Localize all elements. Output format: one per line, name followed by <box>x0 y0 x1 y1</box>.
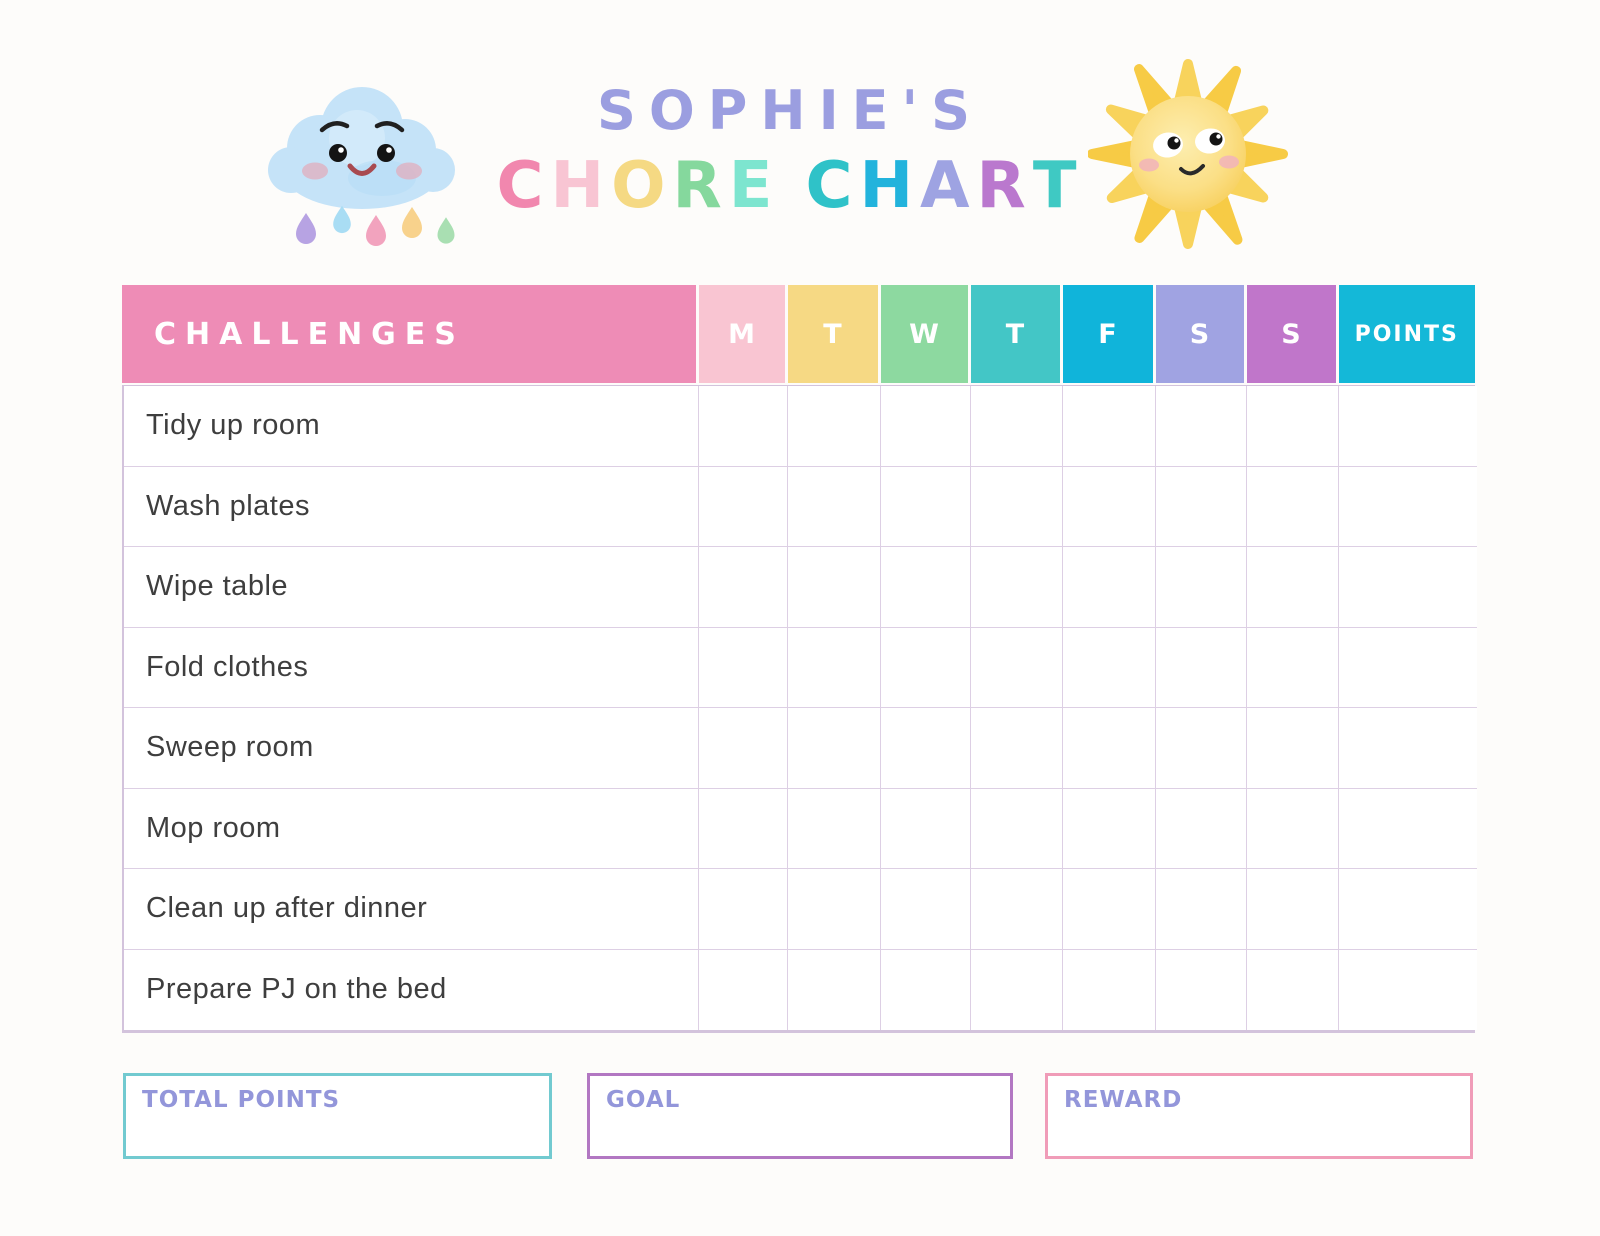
day-mark-cell[interactable] <box>788 628 881 709</box>
day-mark-cell[interactable] <box>971 869 1063 950</box>
day-mark-cell[interactable] <box>881 547 971 628</box>
day-mark-cell[interactable] <box>1247 547 1339 628</box>
day-mark-cell[interactable] <box>699 467 788 548</box>
day-mark-cell[interactable] <box>788 789 881 870</box>
points-cell[interactable] <box>1339 789 1477 870</box>
day-mark-cell[interactable] <box>971 547 1063 628</box>
box-value[interactable] <box>142 1120 539 1152</box>
day-mark-cell[interactable] <box>699 386 788 467</box>
day-mark-cell[interactable] <box>971 386 1063 467</box>
page-title-chore-chart <box>470 149 1110 223</box>
day-header: F <box>1063 285 1153 383</box>
day-mark-cell[interactable] <box>699 547 788 628</box>
raindrop <box>296 213 316 244</box>
reward-box <box>1045 1073 1473 1159</box>
title-letter: R <box>672 149 729 223</box>
day-header: M <box>699 285 785 383</box>
box-label: REWARD <box>1064 1087 1183 1113</box>
day-mark-cell[interactable] <box>971 950 1063 1031</box>
day-mark-cell[interactable] <box>788 869 881 950</box>
day-mark-cell[interactable] <box>1247 628 1339 709</box>
day-mark-cell[interactable] <box>1156 628 1247 709</box>
title-letter: C <box>805 149 860 223</box>
day-mark-cell[interactable] <box>1156 547 1247 628</box>
day-mark-cell[interactable] <box>1247 950 1339 1031</box>
title-letter: E <box>728 149 780 223</box>
day-mark-cell[interactable] <box>1063 950 1156 1031</box>
day-mark-cell[interactable] <box>1156 869 1247 950</box>
day-mark-cell[interactable] <box>1063 869 1156 950</box>
cloud-svg <box>262 68 462 258</box>
box-value[interactable] <box>606 1120 1000 1152</box>
table-body <box>122 385 1475 1033</box>
challenges-header: CHALLENGES <box>122 285 696 383</box>
day-mark-cell[interactable] <box>788 547 881 628</box>
day-mark-cell[interactable] <box>1063 789 1156 870</box>
day-header: W <box>881 285 968 383</box>
chore-label: Prepare PJ on the bed <box>124 950 699 1031</box>
day-header: S <box>1247 285 1336 383</box>
day-mark-cell[interactable] <box>1063 708 1156 789</box>
day-mark-cell[interactable] <box>1156 467 1247 548</box>
box-label: GOAL <box>606 1087 681 1113</box>
title-letter: C <box>496 149 551 223</box>
chore-label: Wash plates <box>124 467 699 548</box>
day-mark-cell[interactable] <box>699 869 788 950</box>
sun-ray <box>1242 145 1283 162</box>
points-header: POINTS <box>1339 285 1476 383</box>
points-cell[interactable] <box>1339 950 1477 1031</box>
day-mark-cell[interactable] <box>1247 789 1339 870</box>
day-mark-cell[interactable] <box>1063 467 1156 548</box>
day-mark-cell[interactable] <box>1156 386 1247 467</box>
sun-body <box>1130 96 1246 212</box>
points-cell[interactable] <box>1339 547 1477 628</box>
points-cell[interactable] <box>1339 386 1477 467</box>
day-mark-cell[interactable] <box>1156 708 1247 789</box>
day-mark-cell[interactable] <box>881 869 971 950</box>
chore-label: Fold clothes <box>124 628 699 709</box>
title-letter: T <box>1032 149 1084 223</box>
day-mark-cell[interactable] <box>1247 869 1339 950</box>
day-mark-cell[interactable] <box>1247 386 1339 467</box>
points-cell[interactable] <box>1339 869 1477 950</box>
day-mark-cell[interactable] <box>971 789 1063 870</box>
day-mark-cell[interactable] <box>881 789 971 870</box>
day-header: T <box>788 285 878 383</box>
chore-label: Tidy up room <box>124 386 699 467</box>
title-letter: H <box>859 149 920 223</box>
points-cell[interactable] <box>1339 708 1477 789</box>
raindrop <box>402 207 422 238</box>
title-letter: H <box>550 149 612 223</box>
day-mark-cell[interactable] <box>881 950 971 1031</box>
day-header: S <box>1156 285 1244 383</box>
chore-label: Wipe table <box>124 547 699 628</box>
goal-box <box>587 1073 1013 1159</box>
chore-label: Clean up after dinner <box>124 869 699 950</box>
sun-ray <box>1179 208 1196 244</box>
day-mark-cell[interactable] <box>699 950 788 1031</box>
box-value[interactable] <box>1064 1120 1460 1152</box>
day-mark-cell[interactable] <box>699 708 788 789</box>
title-letter: R <box>976 149 1033 223</box>
points-cell[interactable] <box>1339 467 1477 548</box>
day-mark-cell[interactable] <box>971 467 1063 548</box>
day-mark-cell[interactable] <box>788 950 881 1031</box>
day-mark-cell[interactable] <box>1063 547 1156 628</box>
raindrop <box>333 206 351 233</box>
chore-label: Sweep room <box>124 708 699 789</box>
box-label: TOTAL POINTS <box>142 1087 341 1113</box>
sun-ray <box>1092 145 1134 162</box>
day-mark-cell[interactable] <box>881 386 971 467</box>
day-mark-cell[interactable] <box>699 628 788 709</box>
title-letter: O <box>611 149 673 223</box>
day-mark-cell[interactable] <box>1156 950 1247 1031</box>
cloud-body <box>268 87 455 209</box>
sun-illustration <box>1088 42 1288 262</box>
sun-svg <box>1088 42 1288 257</box>
day-mark-cell[interactable] <box>881 708 971 789</box>
chore-table <box>122 285 1475 1033</box>
raindrop <box>366 215 386 246</box>
day-mark-cell[interactable] <box>1063 386 1156 467</box>
day-mark-cell[interactable] <box>788 467 881 548</box>
day-mark-cell[interactable] <box>788 386 881 467</box>
page-title-name: SOPHIE'S <box>597 79 983 142</box>
day-header: T <box>971 285 1060 383</box>
day-mark-cell[interactable] <box>1156 789 1247 870</box>
day-mark-cell[interactable] <box>971 708 1063 789</box>
raindrops <box>296 206 455 246</box>
table-header-row <box>122 285 1475 385</box>
day-mark-cell[interactable] <box>1247 708 1339 789</box>
points-cell[interactable] <box>1339 628 1477 709</box>
cloud-illustration <box>262 68 462 263</box>
chore-label: Mop room <box>124 789 699 870</box>
day-mark-cell[interactable] <box>1247 467 1339 548</box>
day-mark-cell[interactable] <box>881 467 971 548</box>
day-mark-cell[interactable] <box>699 789 788 870</box>
page-title <box>470 79 1110 223</box>
day-mark-cell[interactable] <box>971 628 1063 709</box>
day-mark-cell[interactable] <box>881 628 971 709</box>
total-points-box <box>123 1073 552 1159</box>
title-letter: A <box>920 149 977 223</box>
day-mark-cell[interactable] <box>788 708 881 789</box>
sun-ray <box>1179 64 1196 100</box>
day-mark-cell[interactable] <box>1063 628 1156 709</box>
raindrop <box>438 217 455 243</box>
